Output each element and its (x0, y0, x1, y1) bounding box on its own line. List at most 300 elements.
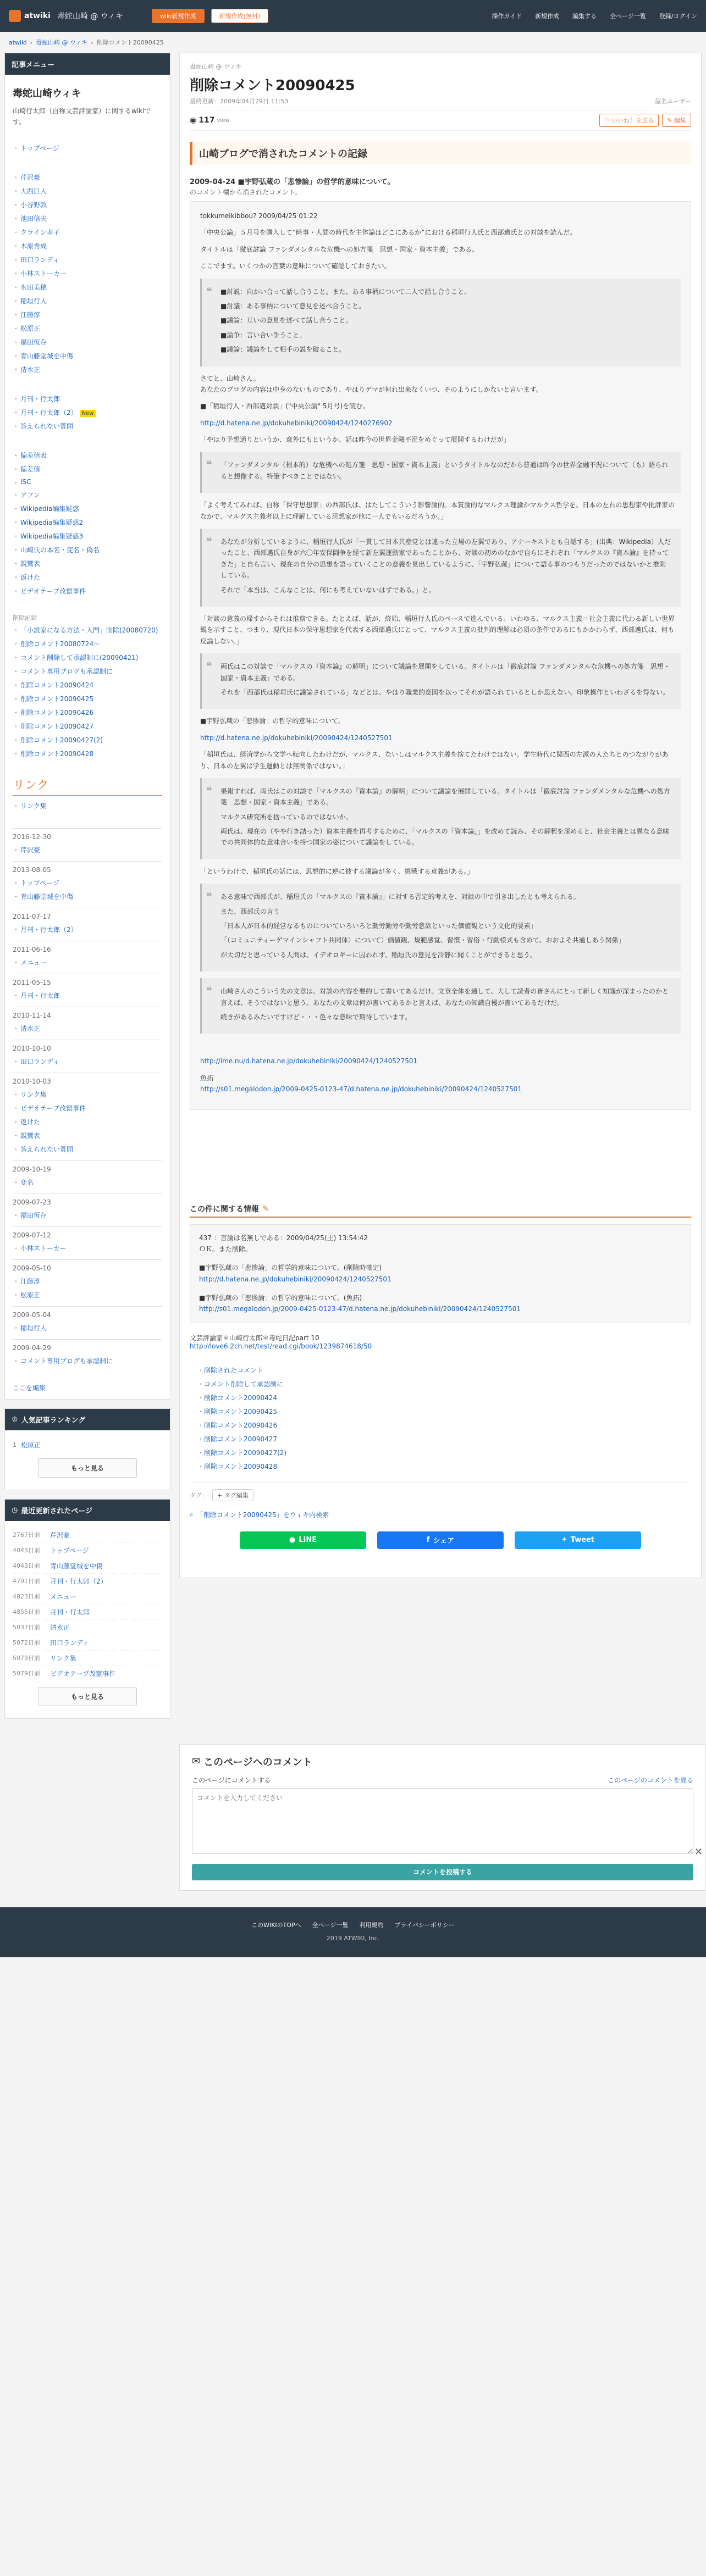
related-box (190, 1224, 691, 1323)
menu-item[interactable] (13, 488, 162, 502)
section-heading: 山崎ブログで消されたコメントの記録 (190, 142, 691, 165)
menu-item[interactable] (13, 170, 162, 184)
list-item[interactable] (197, 1363, 691, 1377)
quote-line: マルクス研究所を捨っているのではないか。 (220, 813, 352, 821)
date-group (13, 861, 162, 908)
menu-item[interactable] (13, 308, 162, 321)
tag-row (190, 1482, 691, 1501)
menu-item[interactable] (13, 799, 162, 813)
menu-item[interactable] (13, 584, 162, 598)
recent-link[interactable]: 清水正 (50, 1623, 70, 1631)
new-free-button[interactable] (211, 9, 269, 23)
recent-item[interactable] (13, 1635, 162, 1651)
menu-item[interactable] (13, 843, 162, 857)
menu-item[interactable] (13, 1142, 162, 1156)
rank-number: 1 (13, 1441, 16, 1448)
main-breadcrumb[interactable]: 毒蛇山崎 @ ウィキ (190, 63, 242, 70)
quote-line: 「日本人が日本的経営なるものについていろいろと勤労勤労や勤労意欲といった価値観という文化的要素」 (220, 922, 537, 930)
footer-link-terms[interactable]: 利用規約 (359, 1921, 384, 1929)
new-free-label: 新規作成(無料) (219, 13, 261, 20)
menu-item[interactable] (13, 448, 162, 462)
comment-icon: ✉ (192, 1756, 201, 1768)
menu-item[interactable] (13, 349, 162, 363)
quote-line: が大切だと思っている人間は、イデオロギーに囚われず、稲垣氏の意見を冷静に聞くことができると思う。 (220, 951, 537, 959)
menu-item[interactable] (13, 623, 162, 637)
menu-item[interactable] (13, 253, 162, 267)
menu-item[interactable] (13, 1288, 162, 1302)
menu-item-link[interactable]: 青山藤堂城を中傷 (20, 892, 74, 901)
menu-item[interactable] (13, 529, 162, 543)
top-bar (0, 0, 706, 32)
ranking-item[interactable] (13, 1437, 162, 1453)
menu-item[interactable] (13, 1354, 162, 1368)
menu-item[interactable] (13, 719, 162, 733)
menu-item-link[interactable]: 田口ランディ (20, 1057, 60, 1065)
menu-item[interactable] (13, 1321, 162, 1335)
comment-link[interactable]: http://d.hatena.ne.jp/dokuhebiniki/20090424/1240527501 (200, 734, 393, 742)
main-content (179, 53, 702, 1578)
list-item[interactable] (197, 1432, 691, 1446)
quote-line: ❝ 「ファンダメンタル（根本的）な危機への処方箋 思想・国家・資本主義」というタイトルなのだから普通は昨今の世界金融不況について（も）語られると想像する。特筆すべきことではない。 (220, 461, 669, 480)
menu-item-link[interactable]: 稲垣行人 (20, 1324, 47, 1332)
quote-block (200, 279, 681, 367)
topbar-link-new[interactable]: 新規作成 (535, 13, 560, 20)
menu-item-link[interactable]: リンク集 (20, 802, 47, 810)
menu-deleted-list (13, 623, 162, 760)
menu-item-link[interactable]: 福田恆存 (20, 1211, 47, 1219)
menu-item-link[interactable]: メニュー (20, 958, 47, 967)
source-link[interactable]: http://ime.nu/d.hatena.ne.jp/dokuhebiniki/20090424/1240527501 (200, 1057, 418, 1065)
menu-item-link[interactable]: 福田恆存 (20, 338, 47, 346)
recent-date: 5079日前 (13, 1669, 40, 1677)
here-edit-link[interactable]: ここを編集 (13, 1384, 46, 1392)
recent-link[interactable]: リンク集 (50, 1654, 76, 1662)
comment-heading-label: このページへのコメント (203, 1756, 312, 1768)
recent-head-label: 最近更新されたページ (21, 1507, 93, 1515)
footer-link-privacy[interactable]: プライバシーポリシー (394, 1921, 455, 1929)
menu-item-top-link[interactable]: トップページ (20, 144, 59, 152)
menu-item-link[interactable]: 変名 (20, 1178, 34, 1186)
wiki-search-link[interactable]: 「削除コメント20090425」をウィキ内検索 (196, 1511, 329, 1519)
menu-item-link[interactable]: 削除コメント20090425 (20, 695, 94, 703)
recent-link[interactable]: 月刊・行太郎（2） (50, 1577, 107, 1585)
menu-item[interactable] (13, 335, 162, 349)
tag-label: タグ： (190, 1491, 208, 1499)
list-item-link[interactable]: 削除コメント20090427 (204, 1435, 278, 1443)
menu-item[interactable] (13, 1175, 162, 1189)
menu-item-link[interactable]: コメント削除して承認制に(20090421) (20, 653, 139, 662)
ranking-head-label: 人気記事ランキング (21, 1416, 86, 1425)
menu-item-link[interactable]: Wikipedia編集疑惑3 (20, 532, 84, 540)
menu-item[interactable] (13, 267, 162, 280)
quote-line: また、西部氏の言う (220, 907, 280, 915)
recent-date: 5037日前 (13, 1623, 40, 1631)
recent-link[interactable]: 青山藤堂城を中傷 (50, 1562, 103, 1570)
wiki-create-button[interactable] (152, 9, 204, 23)
like-button[interactable] (599, 114, 659, 127)
menu-item-link[interactable]: 月刊・行太郎（2） (20, 925, 78, 934)
menu-item[interactable] (13, 392, 162, 406)
menu-item[interactable] (13, 1021, 162, 1035)
footer (0, 1907, 706, 1957)
menu-item-link[interactable]: 偏差値表 (20, 451, 47, 459)
list-item[interactable] (197, 1404, 691, 1418)
view-count-number: 117 (198, 116, 215, 125)
quote-line: ❝ あなたが分析しているように、稲垣行人氏が「一貫して日本共産党とは違った立場の左翼であり、アナーキストとも自認する」(出典：Wikipedia）人だったこと、西部邁氏自身が六〇年安保闘争を経て新左翼運動家であったことから、対談の初めのなかで自らにそれぞれ「マルクスの『資本論』を持ってきた」と自ら言い、現在の自分の思想を語っていくことの意義を見出しているように、「宇野弘蔵」について語る事のつもりだったのではないかと推測している。 (220, 538, 671, 580)
menu-item[interactable] (13, 706, 162, 719)
date-group (13, 1161, 162, 1193)
menu-item-link[interactable]: 田口ランディ (20, 256, 60, 264)
menu-item-link[interactable]: Wikipedia編集疑惑2 (20, 518, 84, 526)
menu-item-link[interactable]: 清水正 (20, 365, 41, 374)
menu-item-link[interactable]: コメント専用ブログも承認制に (20, 1357, 113, 1365)
menu-item[interactable] (13, 1101, 162, 1115)
menu-item[interactable] (13, 692, 162, 706)
date-items (13, 1208, 162, 1222)
menu-item-link[interactable]: Wikipedia編集疑惑 (20, 504, 79, 513)
recent-item[interactable] (13, 1620, 162, 1635)
menu-item-link[interactable]: 偏差値 (20, 465, 41, 473)
menu-item[interactable] (13, 923, 162, 936)
list-item-link[interactable]: 削除コメント20090428 (204, 1462, 278, 1470)
menu-item[interactable] (13, 651, 162, 664)
wiki-search-row[interactable] (190, 1510, 691, 1519)
menu-item[interactable] (13, 557, 162, 570)
menu-item[interactable] (13, 502, 162, 515)
menu-item[interactable] (13, 280, 162, 294)
menu-item-link[interactable]: コメント専用ブログも承認制に (20, 667, 113, 675)
source-label: 魚拓 (200, 1074, 214, 1082)
date-items (13, 1087, 162, 1156)
recent-item[interactable] (13, 1589, 162, 1605)
date-label: 2009-05-04 (13, 1311, 51, 1319)
ranking-more-button[interactable]: もっと見る (38, 1458, 137, 1478)
date-label: 2010-10-10 (13, 1044, 51, 1052)
date-items (13, 1175, 162, 1189)
list-item[interactable] (197, 1459, 691, 1473)
menu-item-link[interactable]: 月刊・行太郎（2） (20, 408, 78, 417)
menu-item[interactable] (13, 570, 162, 584)
list-item-link[interactable]: 削除コメント20090427(2) (204, 1448, 287, 1457)
breadcrumb-sep-icon: › (91, 38, 93, 46)
menu-item-link[interactable]: 江藤淳 (20, 1277, 41, 1285)
date-group (13, 1040, 162, 1073)
menu-item-link[interactable]: トップページ (20, 879, 59, 887)
menu-item[interactable] (13, 989, 162, 1002)
quote-block (200, 884, 681, 971)
date-group (13, 1306, 162, 1339)
footer-link-all-pages[interactable]: 全ページ一覧 (312, 1921, 349, 1929)
rank-link[interactable]: 松原正 (21, 1441, 41, 1449)
date-items (13, 989, 162, 1002)
list-item-link[interactable]: コメント削除して承認制に (204, 1380, 284, 1388)
menu-item[interactable] (13, 1054, 162, 1068)
menu-item[interactable] (13, 294, 162, 308)
related-link[interactable]: http://s01.megalodon.jp/2009-0425-0123-47/d.hatena.ne.jp/dokuhebiniki/20090424/1240527501 (199, 1305, 521, 1313)
menu-item[interactable] (13, 956, 162, 969)
line-share-label: LINE (299, 1536, 317, 1545)
new-badge: New (80, 410, 96, 417)
menu-item-link[interactable]: 返けた (20, 573, 41, 581)
menu-item-top[interactable] (13, 141, 162, 155)
list-item[interactable] (197, 1391, 691, 1404)
quote-line: ❝ ■討説：向かい合って話し合うこと。また、ある事柄について二人で話し合うこと。 (220, 287, 471, 296)
action-row (190, 110, 691, 131)
menu-links-list (13, 448, 162, 598)
menu-item[interactable] (13, 239, 162, 253)
article-menu-body (5, 75, 170, 1399)
deleted-label: 削除記録 (13, 614, 37, 621)
menu-item-link[interactable]: 月刊・行太郎 (20, 991, 60, 1000)
menu-item[interactable] (13, 476, 162, 488)
menu-item[interactable] (13, 876, 162, 890)
recent-item[interactable] (13, 1558, 162, 1574)
menu-item-link[interactable]: 松原正 (20, 324, 41, 332)
menu-item-link[interactable]: 削除コメント20090427 (20, 722, 94, 730)
menu-item-link[interactable]: 親鸞表 (20, 559, 41, 568)
menu-item[interactable] (13, 1129, 162, 1142)
recent-item[interactable] (13, 1605, 162, 1620)
menu-item-link[interactable]: 池田信夫 (20, 214, 47, 223)
meta-row (190, 97, 691, 110)
menu-item[interactable] (13, 225, 162, 239)
thread-info (190, 1333, 691, 1350)
topbar-link-edit[interactable]: 編集する (572, 13, 597, 20)
menu-item-link[interactable]: 削除コメント20090426 (20, 708, 94, 717)
menu-item[interactable] (13, 664, 162, 678)
recent-date: 5072日前 (13, 1639, 40, 1646)
date-group (13, 1007, 162, 1040)
thread-link[interactable]: http://love6.2ch.net/test/read.cgi/book/1239874618/50 (190, 1342, 372, 1350)
twitter-icon: ✦ (561, 1536, 567, 1545)
breadcrumb-sep-icon: › (30, 38, 32, 46)
here-edit-wrap (13, 1383, 162, 1392)
list-item-link[interactable]: 削除されたコメント (204, 1366, 264, 1374)
facebook-share-label: シェア (433, 1537, 455, 1546)
menu-item[interactable] (13, 678, 162, 692)
menu-item[interactable] (13, 1115, 162, 1129)
facebook-share-button[interactable] (377, 1531, 504, 1549)
menu-item[interactable] (13, 363, 162, 376)
menu-item-link[interactable]: 稲垣行人 (20, 297, 47, 305)
menu-item[interactable] (13, 890, 162, 903)
link-list (13, 799, 162, 813)
date-group (13, 974, 162, 1007)
heart-icon: ♡ (604, 117, 610, 124)
edit-buttons (599, 114, 691, 127)
recent-body (5, 1521, 170, 1718)
menu-item-link[interactable]: 江藤淳 (20, 310, 41, 319)
menu-item-link[interactable]: クライン孝子 (20, 228, 60, 236)
menu-item-link[interactable]: 削除コメント20090428 (20, 750, 94, 758)
wiki-title: 毒蛇山崎ウィキ (13, 88, 81, 99)
menu-item-link[interactable]: 小林ストーカー (20, 1244, 67, 1252)
menu-item-link[interactable]: 小林ストーカー (20, 269, 67, 277)
menu-item[interactable] (13, 747, 162, 760)
date-label: 2009-07-23 (13, 1198, 51, 1206)
menu-item-link[interactable]: 答えられない質問 (20, 1145, 74, 1153)
edit-button[interactable] (662, 114, 691, 127)
menu-item-link[interactable]: アフン (20, 491, 40, 499)
recent-date: 4823日前 (13, 1592, 40, 1600)
menu-item-link[interactable]: リンク集 (20, 1090, 47, 1098)
menu-item[interactable] (13, 321, 162, 335)
menu-item-link[interactable]: 削除コメント20090424 (20, 681, 94, 689)
menu-item-link[interactable]: 小谷野敦 (20, 201, 47, 209)
breadcrumb-item-wiki[interactable]: 毒蛇山崎 @ ウィキ (35, 39, 88, 46)
site-name[interactable]: 毒蛇山崎 @ ウィキ (57, 12, 124, 21)
date-label: 2016-12-30 (13, 832, 51, 841)
spacer (190, 1110, 691, 1187)
date-label: 2011-05-15 (13, 978, 51, 986)
recent-more-button[interactable]: もっと見る (38, 1687, 137, 1706)
eye-icon: ◉ (190, 116, 197, 125)
recent-link[interactable]: トップページ (50, 1546, 89, 1555)
comment-submit-button[interactable]: コメントを投稿する (192, 1864, 693, 1880)
facebook-icon: f (426, 1536, 430, 1545)
menu-item-link[interactable]: ビデオテープ改竄事件 (20, 1104, 86, 1112)
recent-item[interactable] (13, 1543, 162, 1558)
recent-item[interactable] (13, 1528, 162, 1543)
date-label: 2011-06-16 (13, 945, 51, 953)
close-icon[interactable]: ✕ (694, 1846, 703, 1858)
quote-line: ❝ 果報すれば、両氏はこの対談で「マルクスの『資本論』の解明」について議論を展開している。タイトルは「徹底討論 ファンダメンタルな危機への処方箋 思想・国家・資本主義」である。 (220, 787, 670, 807)
menu-item[interactable] (13, 406, 162, 419)
menu-item-link[interactable]: 芹沢豪 (20, 846, 41, 854)
list-item[interactable] (197, 1377, 691, 1391)
menu-item-link[interactable]: 答えられない質問 (20, 422, 74, 430)
recent-item[interactable] (13, 1651, 162, 1666)
breadcrumb-item-current: 削除コメント20090425 (96, 39, 164, 46)
footer-link-top[interactable]: このWIKIのTOPへ (251, 1921, 301, 1929)
date-label: 2010-10-03 (13, 1077, 51, 1085)
footer-copyright: 2019 ATWIKI, Inc. (326, 1934, 380, 1942)
breadcrumb-item-atwiki[interactable]: atwiki (9, 38, 27, 46)
quote-block (200, 653, 681, 709)
menu-item[interactable] (13, 1208, 162, 1222)
list-item-link[interactable]: 削除コメント20090426 (204, 1421, 278, 1429)
date-items (13, 843, 162, 857)
view-comments-link[interactable]: このページのコメントを見る (608, 1776, 693, 1784)
quote-block (200, 452, 681, 493)
like-button-label: いいね！を送る (611, 117, 654, 124)
related-link[interactable]: http://d.hatena.ne.jp/dokuhebiniki/20090424/1240527501 (199, 1275, 391, 1283)
recent-link[interactable]: 芹沢豪 (50, 1531, 70, 1539)
date-group (13, 1339, 162, 1372)
line-share-button[interactable] (240, 1531, 366, 1549)
comment-paragraph: 「稲垣氏は、経済学から文学へ転向したわけだが、マルクス、ないしはマルクス主義を捨てたわけではない。学生時代に関西の左派の人たちとのつながりがあり、日本の左翼は学生運動とは無関係ではない。」 (200, 751, 669, 770)
recent-date: 5079日前 (13, 1654, 40, 1662)
date-items (13, 1241, 162, 1255)
recent-box (4, 1499, 170, 1719)
menu-item-link[interactable]: 月刊・行太郎 (20, 395, 60, 403)
comment-textarea[interactable] (192, 1788, 693, 1854)
menu-item-link[interactable]: 永田美穂 (20, 283, 47, 291)
date-label: 2009-05-10 (13, 1264, 51, 1272)
recent-link[interactable]: ビデオテープ改竄事件 (50, 1669, 116, 1678)
recent-link[interactable]: 月刊・行太郎 (50, 1608, 90, 1616)
topbar-link-login[interactable]: 登録/ログイン (659, 13, 697, 20)
menu-item[interactable] (13, 543, 162, 557)
menu-item[interactable] (13, 1274, 162, 1288)
menu-item-link[interactable]: 松原正 (20, 1291, 41, 1299)
related-heading-label: この件に関する情報 (190, 1204, 259, 1214)
comment-paragraph: さてと、山崎さん。 あなたのブログの内容は中身のないものであり、やはりデマが何れ出来なくいつ、そのようにしかないと言います。 (200, 374, 543, 393)
comment-author: tokkumeikibbou? 2009/04/25 01:22 (200, 212, 318, 220)
date-group (13, 1226, 162, 1259)
menu-item[interactable] (13, 212, 162, 225)
menu-item[interactable] (13, 515, 162, 529)
quote-line: ❝ ある意味で西部氏が、稲垣氏の「マルクスの『資本論』」に対する否定的考えを、対談の中で引き出したとも考えられる。 (220, 893, 580, 901)
menu-item[interactable] (13, 184, 162, 198)
menu-item-link[interactable]: 芹沢豪 (20, 173, 41, 181)
crown-icon: ♔ (12, 1415, 18, 1424)
comment-paragraph: 「よく考えてみれば、自称「保守思想家」の西部氏は、はたしてこういう影響論的。本質論的なマルクス理論かマルクス哲学を、日本の左右の思想家や批評家のなかで、マルクス主義者以上に理解している思想家が他に一人でもいるだろうか。」 (200, 501, 675, 520)
date-items (13, 1054, 162, 1068)
wiki-create-label: wiki新規作成 (160, 13, 196, 20)
date-label: 2009-10-19 (13, 1165, 51, 1173)
view-count-unit: view (217, 117, 230, 124)
menu-item[interactable] (13, 419, 162, 433)
menu-item[interactable] (13, 637, 162, 651)
tag-edit-button[interactable]: + タグ編集 (212, 1489, 253, 1501)
date-group (13, 1193, 162, 1226)
menu-item[interactable] (13, 462, 162, 476)
menu-item-link[interactable]: 青山藤堂城を中傷 (20, 352, 74, 360)
menu-item[interactable] (13, 733, 162, 747)
archive-link[interactable]: http://s01.megalodon.jp/2009-0425-0123-47/d.hatena.ne.jp/dokuhebiniki/20090424/1240527501 (200, 1085, 522, 1093)
wiki-description: 山崎行太郎（自称文芸評論家）に関するwikiです。 (13, 107, 151, 126)
comment-paragraph: タイトルは「徹底討論 ファンダメンタルな危機への処方箋 思想・国家・資本主義」である。 (200, 245, 479, 253)
recent-item[interactable] (13, 1574, 162, 1589)
comment-link[interactable]: http://d.hatena.ne.jp/dokuhebiniki/20090424/1240276902 (200, 419, 393, 427)
menu-item-link[interactable]: 返けた (20, 1118, 41, 1126)
comment-link-head: ■「稲垣行人・西部邁対談」("中央公論" 5月号)を読む。 (200, 402, 369, 410)
atwiki-logo[interactable] (9, 10, 51, 22)
menu-item[interactable] (13, 1241, 162, 1255)
menu-item-link[interactable]: 削除コメント20080724〜 (20, 640, 101, 648)
list-item[interactable] (197, 1446, 691, 1459)
edit-button-label: 編集 (674, 117, 686, 124)
menu-item[interactable] (13, 198, 162, 212)
ranking-head (5, 1409, 170, 1430)
topbar-link-all-pages[interactable]: 全ページ一覧 (610, 13, 646, 20)
recent-link[interactable]: 田口ランディ (50, 1639, 90, 1647)
menu-item[interactable] (13, 1087, 162, 1101)
recent-link[interactable]: メニュー (50, 1592, 77, 1601)
list-item[interactable] (197, 1418, 691, 1432)
menu-item-link[interactable]: 大西巨人 (20, 187, 47, 195)
list-item-link[interactable]: 削除コメント20090425 (204, 1407, 278, 1415)
thread-label: 文芸評論家＊山崎行太郎＊毒蛇日記part 10 (190, 1334, 319, 1342)
topbar-link-guide[interactable]: 操作ガイド (492, 13, 522, 20)
quote-block (200, 529, 681, 607)
date-items (13, 1021, 162, 1035)
menu-item-link[interactable]: 「小説家になる方法・入門」削除(20080720) (20, 626, 158, 634)
menu-item-link[interactable]: ビデオテープ改竄事件 (20, 587, 86, 595)
menu-item-link[interactable]: 清水正 (20, 1024, 41, 1032)
menu-item-link[interactable]: 山崎氏の本名・変名・偽名 (20, 546, 100, 554)
menu-item-link[interactable]: 削除コメント20090427(2) (20, 736, 103, 744)
page-layout (0, 53, 706, 1728)
twitter-share-button[interactable] (515, 1531, 641, 1549)
recent-item[interactable] (13, 1666, 162, 1681)
quote-line: それで「本当は、こんなことは、何にも考えていないはずである。」と。 (220, 586, 435, 594)
menu-item-link[interactable]: 木原秀成 (20, 242, 47, 250)
menu-item-link[interactable]: ISC (20, 478, 31, 486)
list-item-link[interactable]: 削除コメント20090424 (204, 1394, 278, 1402)
menu-item-link[interactable]: 親鸞表 (20, 1131, 41, 1140)
